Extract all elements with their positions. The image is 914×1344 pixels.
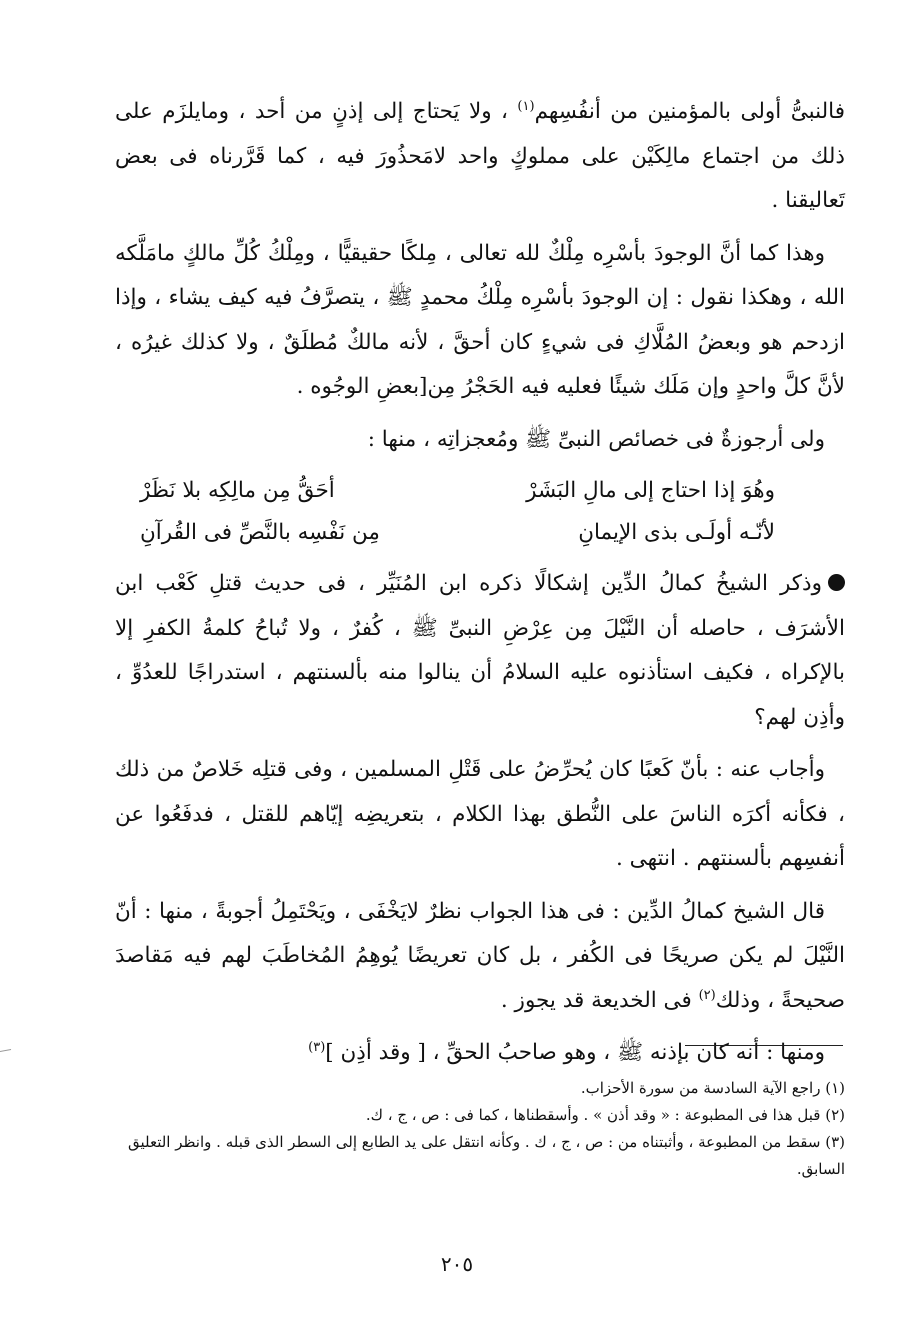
section-bullet-icon <box>828 574 845 591</box>
paragraph-7-text: ومنها : أنه كان بإذنه ﷺ ، وهو صاحبُ الحقِّ ، [ وقد أذِن ] <box>325 1040 825 1065</box>
paragraph-4-text: وذكر الشيخُ كمالُ الدِّين إشكالًا ذكره ابن المُنَيِّر ، فى حديث قتلِ كَعْب ابن الأشرَف ، حاصله أن النَّيْلَ مِن عِرْضِ النبىِّ ﷺ ، كُفرٌ ، ولا تُباحُ كلمةُ الكفرِ إلا بالإكراه ، فكيف استأذنوه عليه السلامُ أن ينالوا منه بألسنتهم ، استدراجًا للعدُوِّ ، وأذِن لهم؟ <box>115 571 845 730</box>
footnote-ref-1: (١) <box>517 98 535 114</box>
page-number: ٢٠٥ <box>440 1252 474 1276</box>
footnote-1: (١) راجع الآية السادسة من سورة الأحزاب. <box>580 1079 845 1097</box>
paragraph-5: وأجاب عنه : بأنّ كَعبًا كان يُحرِّضُ على قَتْلِ المسلمين ، وفى قتلِه خَلاصٌ من ذلك ، فكأنه أكرَه الناسَ على النُّطق بهذا الكلام ، بتعريضِه إيّاهم للقتل ، فدفَعُوا عن أنفسِهم بألسنتهم . انتهى . <box>115 757 845 871</box>
poem-line-2 <box>140 512 775 554</box>
poem-hemistich: وهُوَ إذا احتاج إلى مالِ البَشَرْ <box>526 478 775 503</box>
paragraph-1-rest: ، ولا يَحتاج إلى إذنٍ من أحد ، ومايلزَم على ذلك من اجتماع مالِكَيْن على مملوكٍ واحد لامَحذُورَ فيه ، كما قَرَّرناه فى بعض تَعاليقنا . <box>115 99 845 213</box>
paragraph-2: وهذا كما أنَّ الوجودَ بأسْرِه مِلْكٌ لله تعالى ، مِلكًا حقيقيًّا ، ومِلْكُ كُلِّ مالكٍ مامَلَّكه الله ، وهكذا نقول : إن الوجودَ بأسْرِه مِلْكُ محمدٍ ﷺ ، يتصرَّفُ فيه كيف يشاء ، وإذا ازدحم هو وبعضُ المُلَّاكِ فى شيءٍ كان أحقَّ ، لأنه مالكٌ مُطلَقٌ ، ولا كذلك غيرُه ، لأنَّ كلَّ واحدٍ وإن مَلَك شيئًا فعليه فيه الحَجْرُ مِن[بعضِ الوجُوه . <box>115 240 845 399</box>
poem-hemistich: لأنّـه أولَـى بذى الإيمانِ <box>578 520 775 545</box>
footnote-2: (٢) قبل هذا فى المطبوعة : « وقد أذن » . وأسقطناها ، كما فى : ص ، ج ، ك. <box>365 1106 845 1124</box>
paragraph-6-start: قال الشيخ كمالُ الدِّين : فى هذا الجواب نظرٌ لايَخْفَى ، ويَحْتَمِلُ أجوبةً ، منها : أنّ النَّيْلَ لم يكن صريحًا فى الكُفر ، بل كان تعريضًا يُوهِمُ المُخاطَبَ لهم فيه مَقاصدَ صحيحةً ، وذلك <box>115 898 845 1013</box>
paragraph-6-end: فى الخديعة قد يجوز . <box>500 987 692 1013</box>
footnote-ref-2: (٢) <box>698 987 716 1003</box>
footnote-separator <box>685 1045 843 1046</box>
paragraph-1-start: فالنبىُّ أولى بالمؤمنين من أنفُسِهم <box>534 99 845 124</box>
scan-mark <box>0 1049 13 1062</box>
poem <box>115 470 845 554</box>
footnote-3: (٣) سقط من المطبوعة ، وأثبتناه من : ص ، ج ، ك . وكأنه انتقل على يد الطابع إلى السطر الذى قبله . وانظر التعليق السابق. <box>127 1133 845 1178</box>
poem-hemistich: أحَقُّ مِن مالِكِه بلا نَظَرْ <box>140 478 335 503</box>
paragraph-3: ولى أرجوزةٌ فى خصائص النبىِّ ﷺ ومُعجزاتِه ، منها : <box>367 426 825 452</box>
footnote-ref-3: (٣) <box>308 1039 326 1055</box>
paragraph-7 <box>115 1031 845 1076</box>
paragraph-1 <box>115 90 845 224</box>
footnotes <box>115 1075 845 1183</box>
poem-line-1 <box>140 470 775 512</box>
paragraph-6 <box>115 890 845 1024</box>
poem-hemistich: مِن نَفْسِه بالنَّصِّ فى القُرآنِ <box>140 520 380 545</box>
paragraph-4 <box>115 562 845 740</box>
main-text <box>115 90 845 1084</box>
